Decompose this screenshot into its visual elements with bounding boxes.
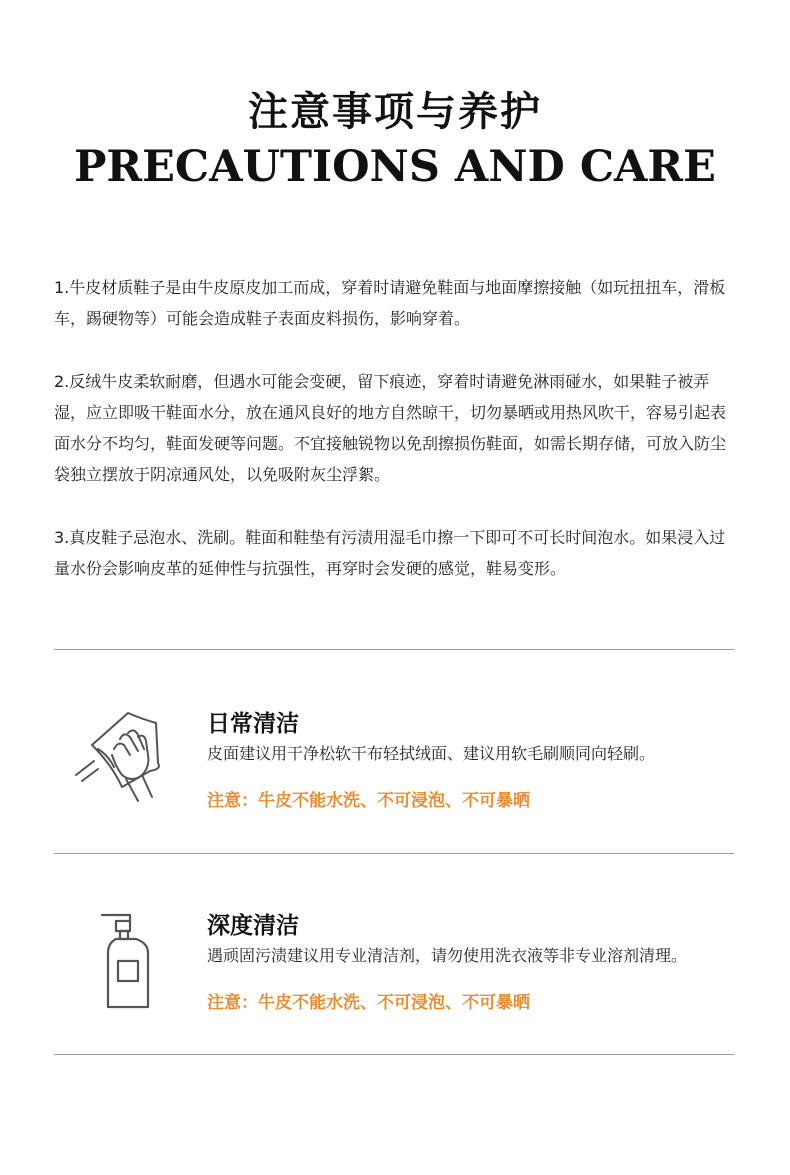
precaution-note-1: 1.牛皮材质鞋子是由牛皮原皮加工而成，穿着时请避免鞋面与地面摩擦接触（如玩扭扭车，滑板车，踢硬物等）可能会造成鞋子表面皮料损伤，影响穿着。 xyxy=(54,278,726,328)
divider-middle xyxy=(54,853,734,854)
divider-bottom xyxy=(54,1054,734,1055)
care-title-deep: 深度清洁 xyxy=(207,913,299,939)
care-deep-cleaning xyxy=(0,907,790,1047)
page-title-en: PRECAUTIONS AND CARE xyxy=(74,142,716,192)
page-title-cn: 注意事项与养护 xyxy=(248,89,542,135)
care-daily-cleaning xyxy=(0,705,790,845)
care-warning-daily: 注意：牛皮不能水洗、不可浸泡、不可暴晒 xyxy=(207,791,530,811)
care-desc-daily: 皮面建议用干净松软干布轻拭绒面、建议用软毛刷顺同向轻刷。 xyxy=(207,744,656,763)
care-desc-deep: 遇顽固污渍建议用专业清洁剂，请勿使用洗衣液等非专业溶剂清理。 xyxy=(207,946,688,965)
precautions-list xyxy=(54,272,740,616)
cleaner-bottle-icon xyxy=(72,907,182,1017)
care-warning-deep: 注意：牛皮不能水洗、不可浸泡、不可暴晒 xyxy=(207,993,530,1013)
care-title-daily: 日常清洁 xyxy=(207,711,299,737)
wiping-cloth-icon xyxy=(72,705,182,815)
divider-top xyxy=(54,649,734,650)
precaution-note-2: 2.反绒牛皮柔软耐磨，但遇水可能会变硬，留下痕迹，穿着时请避免淋雨碰水，如果鞋子被弄湿，应立即吸干鞋面水分，放在通风良好的地方自然晾干，切勿暴晒或用热风吹干，容易引起表面水分不均匀，鞋面发硬等问题。不宜接触锐物以免刮擦损伤鞋面，如需长期存储，可放入防尘袋独立摆放于阴凉通风处，以免吸附灰尘浮絮。 xyxy=(54,372,727,484)
precaution-note-3: 3.真皮鞋子忌泡水、洗刷。鞋面和鞋垫有污渍用湿毛巾擦一下即可不可长时间泡水。如果浸入过量水份会影响皮革的延伸性与抗强性，再穿时会发硬的感觉，鞋易变形。 xyxy=(54,528,726,578)
